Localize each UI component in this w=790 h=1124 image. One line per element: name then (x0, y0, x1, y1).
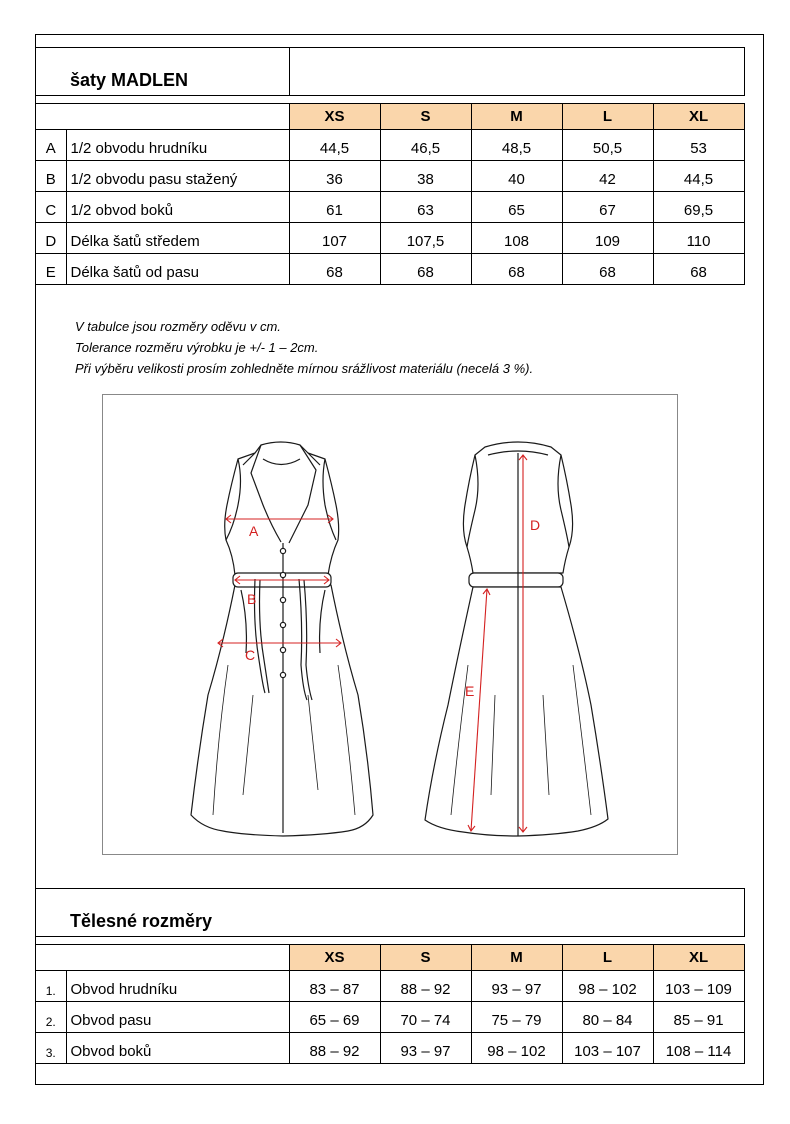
measure-label-d: D (530, 517, 541, 533)
table-cell: 103 – 109 (653, 971, 744, 1002)
table-cell: 63 (380, 192, 471, 223)
dress-back-view (425, 442, 608, 836)
dress-front-view (191, 442, 373, 836)
measure-label-b: B (247, 591, 257, 607)
measure-label-c: C (245, 647, 256, 663)
size-header-s: S (380, 104, 471, 130)
table-cell: 108 (471, 223, 562, 254)
row-label: Obvod pasu (66, 1002, 289, 1033)
note-line: V tabulce jsou rozměry oděvu v cm. (75, 319, 281, 334)
table-cell: 53 (653, 130, 744, 161)
table-cell: 38 (380, 161, 471, 192)
row-letter: E (36, 254, 66, 285)
table-cell: 70 – 74 (380, 1002, 471, 1033)
table-cell: 36 (289, 161, 380, 192)
size-header-xl: XL (653, 945, 744, 971)
size-header-xs: XS (289, 945, 380, 971)
table-cell: 83 – 87 (289, 971, 380, 1002)
table-cell: 65 – 69 (289, 1002, 380, 1033)
header-blank (36, 104, 289, 130)
row-letter: 3. (36, 1033, 66, 1064)
notes (75, 316, 533, 379)
table-row (36, 971, 744, 1002)
body-size-table (36, 888, 745, 1064)
table-cell: 75 – 79 (471, 1002, 562, 1033)
table-cell: 85 – 91 (653, 1002, 744, 1033)
row-letter: 1. (36, 971, 66, 1002)
title-blank-cell (289, 48, 744, 96)
table-cell: 109 (562, 223, 653, 254)
note-line: Při výběru velikosti prosím zohledněte mírnou srážlivost materiálu (necelá 3 %). (75, 361, 534, 376)
table-cell: 44,5 (653, 161, 744, 192)
table-cell: 80 – 84 (562, 1002, 653, 1033)
note-line: Tolerance rozměru výrobku je +/- 1 – 2cm. (75, 340, 319, 355)
measure-label-e: E (465, 683, 475, 699)
table-cell: 67 (562, 192, 653, 223)
size-header-row (36, 104, 744, 130)
garment-table-title: šaty MADLEN (36, 48, 289, 96)
table-cell: 107,5 (380, 223, 471, 254)
table-cell: 46,5 (380, 130, 471, 161)
table-cell: 48,5 (471, 130, 562, 161)
table-row (36, 161, 744, 192)
table-cell: 68 (380, 254, 471, 285)
table-row (36, 130, 744, 161)
table-cell: 68 (289, 254, 380, 285)
table-cell: 98 – 102 (471, 1033, 562, 1064)
table-cell: 88 – 92 (380, 971, 471, 1002)
dress-technical-drawing (102, 394, 678, 855)
body-table-title: Tělesné rozměry (36, 889, 744, 937)
table-cell: 107 (289, 223, 380, 254)
table-cell: 40 (471, 161, 562, 192)
table-row (36, 1002, 744, 1033)
table-cell: 65 (471, 192, 562, 223)
row-letter: A (36, 130, 66, 161)
row-label: 1/2 obvod boků (66, 192, 289, 223)
row-label: 1/2 obvodu hrudníku (66, 130, 289, 161)
spacer (36, 96, 744, 104)
size-header-xl: XL (653, 104, 744, 130)
table-cell: 93 – 97 (471, 971, 562, 1002)
size-header-m: M (471, 104, 562, 130)
table-cell: 44,5 (289, 130, 380, 161)
size-header-m: M (471, 945, 562, 971)
row-letter: 2. (36, 1002, 66, 1033)
table-cell: 69,5 (653, 192, 744, 223)
table-cell: 68 (653, 254, 744, 285)
table-cell: 61 (289, 192, 380, 223)
table-cell: 50,5 (562, 130, 653, 161)
size-header-l: L (562, 104, 653, 130)
back-waistband (469, 573, 563, 587)
row-letter: B (36, 161, 66, 192)
table-cell: 42 (562, 161, 653, 192)
row-label: Délka šatů od pasu (66, 254, 289, 285)
front-bodice (225, 442, 339, 575)
size-header-xs: XS (289, 104, 380, 130)
size-header-s: S (380, 945, 471, 971)
table-cell: 68 (562, 254, 653, 285)
row-label: Obvod hrudníku (66, 971, 289, 1002)
dress-drawing-svg (103, 395, 679, 856)
measure-label-a: A (249, 523, 259, 539)
row-letter: C (36, 192, 66, 223)
table-row (36, 1033, 744, 1064)
table-row (36, 254, 744, 285)
row-label: Obvod boků (66, 1033, 289, 1064)
size-header-l: L (562, 945, 653, 971)
table-cell: 108 – 114 (653, 1033, 744, 1064)
spacer (36, 937, 744, 945)
garment-size-table (36, 47, 745, 285)
row-letter: D (36, 223, 66, 254)
row-label: Délka šatů středem (66, 223, 289, 254)
header-blank (36, 945, 289, 971)
table-cell: 93 – 97 (380, 1033, 471, 1064)
table-row (36, 192, 744, 223)
table-cell: 103 – 107 (562, 1033, 653, 1064)
row-label: 1/2 obvodu pasu stažený (66, 161, 289, 192)
table-cell: 68 (471, 254, 562, 285)
table-cell: 98 – 102 (562, 971, 653, 1002)
table-cell: 88 – 92 (289, 1033, 380, 1064)
table-row (36, 223, 744, 254)
table-cell: 110 (653, 223, 744, 254)
size-header-row (36, 945, 744, 971)
